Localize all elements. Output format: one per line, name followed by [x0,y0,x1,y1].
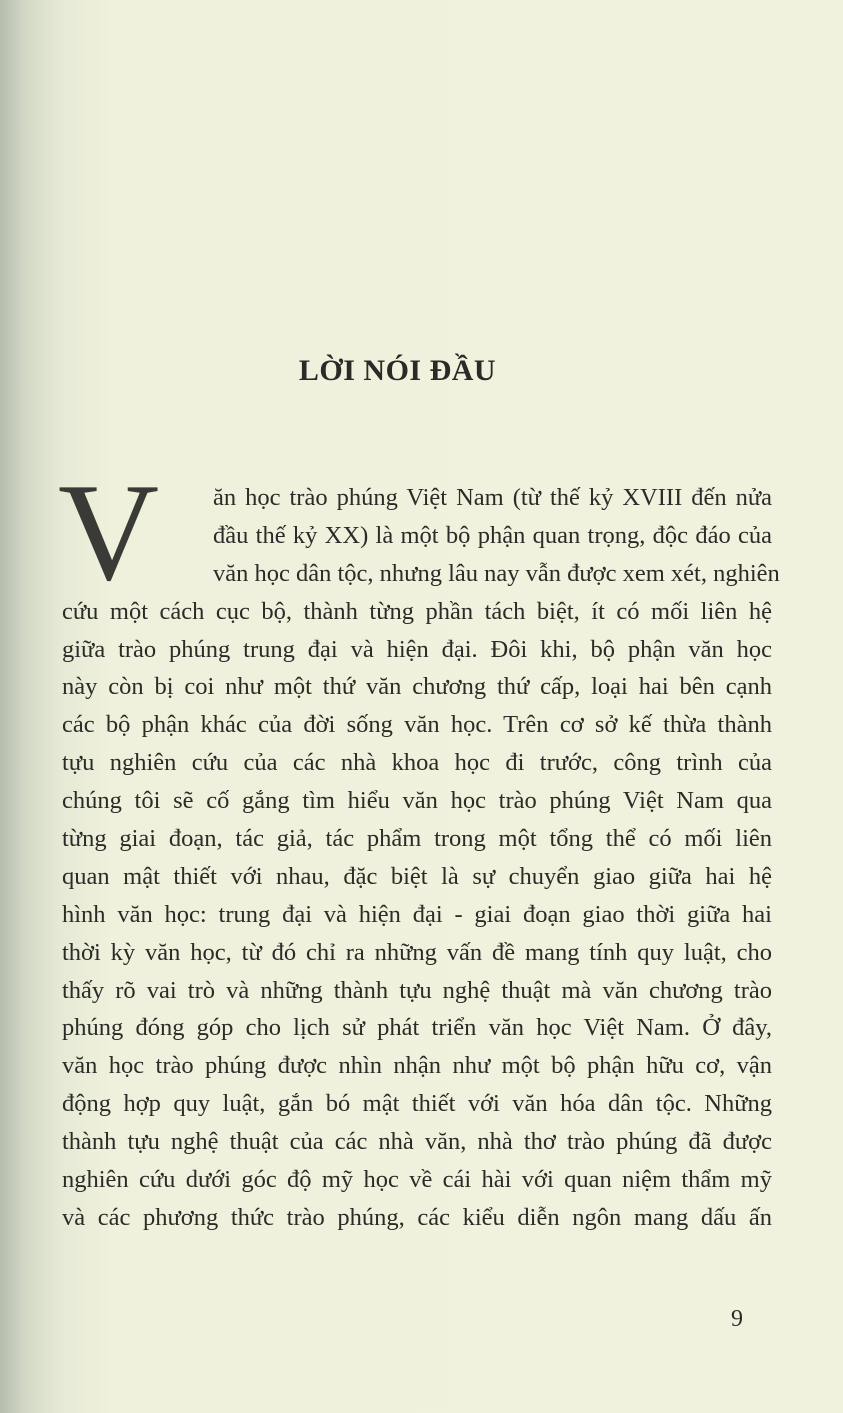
text-line: phúng đóng góp cho lịch sử phát triển văn học Việt Nam. Ở đây, [62,1014,772,1042]
text-line: đầu thế kỷ XX) là một bộ phận quan trọng, độc đáo của [213,521,772,549]
text-line: này còn bị coi như một thứ văn chương thứ cấp, loại hai bên cạnh [62,673,772,701]
text-line: chúng tôi sẽ cố gắng tìm hiểu văn học trào phúng Việt Nam qua [62,787,772,815]
text-line: văn học dân tộc, nhưng lâu nay vẫn được xem xét, nghiên [213,559,780,587]
text-line: các bộ phận khác của đời sống văn học. Trên cơ sở kế thừa thành [62,711,772,739]
text-line: văn học trào phúng được nhìn nhận như một bộ phận hữu cơ, vận [62,1052,772,1080]
text-line: thấy rõ vai trò và những thành tựu nghệ thuật mà văn chương trào [62,976,772,1004]
text-line: thời kỳ văn học, từ đó chỉ ra những vấn đề mang tính quy luật, cho [62,938,772,966]
text-line: động hợp quy luật, gắn bó mật thiết với văn hóa dân tộc. Những [62,1090,772,1118]
text-line: cứu một cách cục bộ, thành từng phần tách biệt, ít có mối liên hệ [62,597,772,625]
text-line: nghiên cứu dưới góc độ mỹ học về cái hài với quan niệm thẩm mỹ [62,1166,772,1194]
page-number: 9 [731,1306,743,1332]
text-line: tựu nghiên cứu của các nhà khoa học đi trước, công trình của [62,749,772,777]
text-line: thành tựu nghệ thuật của các nhà văn, nhà thơ trào phúng đã được [62,1128,772,1156]
drop-cap: V [58,455,160,610]
text-line: và các phương thức trào phúng, các kiểu diễn ngôn mang dấu ấn [62,1203,772,1231]
text-line: hình văn học: trung đại và hiện đại - giai đoạn giao thời giữa hai [62,900,772,928]
text-line: từng giai đoạn, tác giả, tác phẩm trong một tổng thể có mối liên [62,825,772,853]
text-line: quan mật thiết với nhau, đặc biệt là sự chuyển giao giữa hai hệ [62,862,772,890]
page-heading: LỜI NÓI ĐẦU [298,354,497,387]
text-line: ăn học trào phúng Việt Nam (từ thế kỷ XVIII đến nửa [213,484,772,511]
body-text [62,479,780,1237]
text-line: giữa trào phúng trung đại và hiện đại. Đôi khi, bộ phận văn học [62,635,772,663]
